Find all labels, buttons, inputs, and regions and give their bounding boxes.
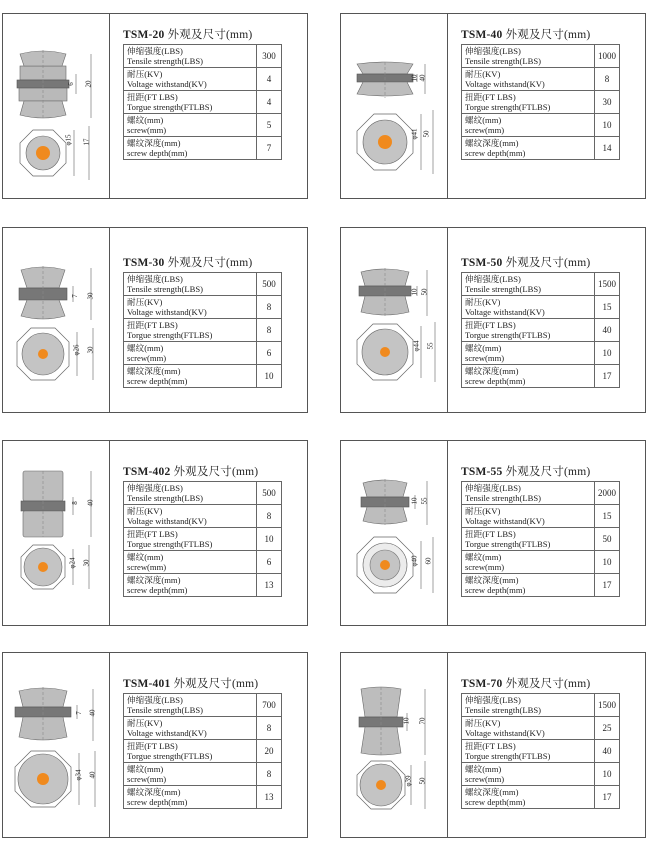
row-label-zh: 扭距(FT LBS) — [465, 92, 516, 102]
table-row — [124, 365, 282, 388]
table-row — [462, 505, 620, 528]
card-divider — [109, 14, 110, 198]
dim-height: 70 — [418, 717, 427, 725]
product-card-tsm-40 — [340, 13, 646, 199]
model-name: TSM-20 — [123, 29, 165, 41]
table-row — [124, 694, 282, 717]
row-label-en: Tensile strength(LBS) — [127, 56, 204, 66]
row-value: 10 — [257, 528, 282, 551]
row-value: 300 — [257, 45, 282, 68]
table-row — [124, 717, 282, 740]
row-value: 10 — [257, 365, 282, 388]
row-label-en: Torgue strength(FTLBS) — [465, 539, 551, 549]
title-suffix: 外观及尺寸(mm) — [167, 29, 253, 41]
insulator-drawing — [3, 441, 109, 625]
model-name: TSM-70 — [461, 678, 503, 690]
row-label-en: Voltage withstand(KV) — [465, 728, 545, 738]
row-label-en: Torgue strength(FTLBS) — [127, 330, 213, 340]
row-label-zh: 螺纹深度(mm) — [465, 366, 519, 376]
insulator-drawing — [3, 14, 109, 198]
table-row — [462, 694, 620, 717]
row-label-en: Voltage withstand(KV) — [127, 79, 207, 89]
row-value: 10 — [595, 763, 620, 786]
row-label-en: Tensile strength(LBS) — [127, 493, 204, 503]
row-value: 25 — [595, 717, 620, 740]
dim-width: 60 — [424, 557, 433, 565]
row-value: 2000 — [595, 482, 620, 505]
title-suffix: 外观及尺寸(mm) — [167, 257, 253, 269]
row-label-en: Voltage withstand(KV) — [127, 516, 207, 526]
row-label-en: screw(mm) — [127, 125, 167, 135]
row-value: 4 — [257, 68, 282, 91]
title-suffix: 外观及尺寸(mm) — [505, 466, 591, 478]
product-title — [123, 463, 258, 479]
row-value: 6 — [257, 342, 282, 365]
row-label-en: Tensile strength(LBS) — [465, 705, 542, 715]
row-value: 10 — [595, 114, 620, 137]
dim-diameter: φ40 — [410, 555, 419, 567]
spec-table — [123, 272, 282, 388]
table-row — [124, 482, 282, 505]
row-label-zh: 螺纹(mm) — [465, 764, 502, 774]
row-label-en: screw depth(mm) — [465, 148, 526, 158]
insulator-drawing — [3, 653, 109, 837]
row-value: 4 — [257, 91, 282, 114]
product-card-tsm-401 — [2, 652, 308, 838]
table-row — [124, 786, 282, 809]
row-value: 13 — [257, 786, 282, 809]
row-value: 6 — [257, 551, 282, 574]
dim-width: 30 — [86, 346, 95, 354]
table-row — [462, 137, 620, 160]
table-row — [462, 717, 620, 740]
row-label-zh: 螺纹深度(mm) — [127, 575, 181, 585]
dim-ring: 6 — [66, 82, 75, 86]
row-label-en: screw(mm) — [127, 774, 167, 784]
row-label-zh: 扭距(FT LBS) — [465, 741, 516, 751]
title-suffix: 外观及尺寸(mm) — [173, 466, 259, 478]
spec-table — [461, 481, 620, 597]
dim-diameter: φ39 — [404, 775, 413, 787]
row-label-zh: 螺纹深度(mm) — [127, 138, 181, 148]
row-value: 500 — [257, 273, 282, 296]
row-label-zh: 耐压(KV) — [465, 506, 501, 516]
row-label-zh: 伸缩强度(LBS) — [465, 274, 521, 284]
table-row — [462, 551, 620, 574]
model-name: TSM-50 — [461, 257, 503, 269]
table-row — [124, 574, 282, 597]
row-value: 30 — [595, 91, 620, 114]
row-value: 8 — [257, 717, 282, 740]
dim-ring: 10 — [402, 717, 411, 725]
dim-height: 30 — [86, 292, 95, 300]
row-label-zh: 耐压(KV) — [465, 718, 501, 728]
dim-diameter: φ26 — [72, 344, 81, 356]
table-row — [124, 68, 282, 91]
table-row — [124, 45, 282, 68]
dim-diameter: φ24 — [68, 557, 77, 569]
row-value: 15 — [595, 296, 620, 319]
row-label-en: Voltage withstand(KV) — [127, 307, 207, 317]
card-divider — [109, 228, 110, 412]
card-divider — [447, 441, 448, 625]
row-label-en: Tensile strength(LBS) — [465, 56, 542, 66]
row-value: 8 — [257, 319, 282, 342]
title-suffix: 外观及尺寸(mm) — [505, 257, 591, 269]
table-row — [462, 528, 620, 551]
row-label-en: Voltage withstand(KV) — [465, 516, 545, 526]
row-label-en: Torgue strength(FTLBS) — [465, 330, 551, 340]
row-label-en: Tensile strength(LBS) — [465, 284, 542, 294]
spec-table — [123, 481, 282, 597]
dim-width: 55 — [426, 342, 435, 350]
row-label-en: Torgue strength(FTLBS) — [127, 539, 213, 549]
dim-diameter: φ44 — [412, 340, 421, 352]
row-value: 1000 — [595, 45, 620, 68]
model-name: TSM-30 — [123, 257, 165, 269]
row-value: 40 — [595, 740, 620, 763]
card-divider — [109, 441, 110, 625]
row-label-en: screw depth(mm) — [127, 585, 188, 595]
row-label-en: Voltage withstand(KV) — [465, 79, 545, 89]
row-label-zh: 扭距(FT LBS) — [127, 92, 178, 102]
row-label-en: screw(mm) — [127, 562, 167, 572]
product-title — [461, 26, 590, 42]
dim-ring: 8 — [70, 501, 79, 505]
row-label-zh: 螺纹(mm) — [465, 552, 502, 562]
row-label-en: screw(mm) — [465, 562, 505, 572]
row-label-zh: 扭距(FT LBS) — [465, 529, 516, 539]
row-value: 14 — [595, 137, 620, 160]
table-row — [462, 319, 620, 342]
row-label-en: screw depth(mm) — [127, 148, 188, 158]
spec-table — [123, 44, 282, 160]
table-row — [462, 574, 620, 597]
dim-width: 40 — [88, 771, 97, 779]
row-label-zh: 伸缩强度(LBS) — [127, 274, 183, 284]
row-label-en: Torgue strength(FTLBS) — [127, 102, 213, 112]
table-row — [462, 45, 620, 68]
product-title — [461, 675, 590, 691]
row-value: 40 — [595, 319, 620, 342]
row-label-zh: 伸缩强度(LBS) — [127, 46, 183, 56]
insulator-drawing — [341, 653, 447, 837]
dim-ring: 7 — [74, 711, 83, 715]
table-row — [124, 137, 282, 160]
row-label-zh: 耐压(KV) — [465, 69, 501, 79]
row-label-zh: 耐压(KV) — [127, 297, 163, 307]
card-divider — [109, 653, 110, 837]
row-label-en: Tensile strength(LBS) — [127, 705, 204, 715]
dim-ring: 10 — [410, 497, 419, 505]
row-value: 1500 — [595, 694, 620, 717]
dim-width: 17 — [82, 138, 91, 146]
spec-table — [461, 44, 620, 160]
row-value: 500 — [257, 482, 282, 505]
model-name: TSM-401 — [123, 678, 171, 690]
row-value: 700 — [257, 694, 282, 717]
product-title — [123, 675, 258, 691]
row-label-zh: 扭距(FT LBS) — [127, 320, 178, 330]
insulator-drawing — [341, 14, 447, 198]
dim-height: 40 — [88, 709, 97, 717]
row-label-en: screw depth(mm) — [465, 797, 526, 807]
table-row — [462, 482, 620, 505]
row-label-zh: 耐压(KV) — [127, 69, 163, 79]
product-title — [123, 254, 252, 270]
row-value: 10 — [595, 551, 620, 574]
product-card-tsm-55 — [340, 440, 646, 626]
product-card-tsm-30 — [2, 227, 308, 413]
row-value: 10 — [595, 342, 620, 365]
model-name: TSM-402 — [123, 466, 171, 478]
row-label-zh: 耐压(KV) — [465, 297, 501, 307]
product-card-tsm-402 — [2, 440, 308, 626]
table-row — [124, 740, 282, 763]
row-label-zh: 螺纹(mm) — [127, 764, 164, 774]
dim-width: 50 — [418, 777, 427, 785]
table-row — [124, 551, 282, 574]
dim-width: 50 — [422, 130, 431, 138]
row-value: 20 — [257, 740, 282, 763]
card-divider — [447, 653, 448, 837]
title-suffix: 外观及尺寸(mm) — [173, 678, 259, 690]
dim-ring: 7 — [70, 294, 79, 298]
row-label-zh: 伸缩强度(LBS) — [465, 46, 521, 56]
row-value: 17 — [595, 574, 620, 597]
dim-height: 55 — [420, 497, 429, 505]
row-value: 1500 — [595, 273, 620, 296]
product-card-tsm-70 — [340, 652, 646, 838]
product-title — [461, 463, 590, 479]
table-row — [124, 273, 282, 296]
row-value: 7 — [257, 137, 282, 160]
row-value: 17 — [595, 365, 620, 388]
product-title — [123, 26, 252, 42]
card-divider — [447, 14, 448, 198]
dim-width: 30 — [82, 559, 91, 567]
dim-height: 20 — [84, 80, 93, 88]
table-row — [462, 91, 620, 114]
table-row — [124, 763, 282, 786]
row-value: 8 — [595, 68, 620, 91]
row-label-en: Torgue strength(FTLBS) — [465, 751, 551, 761]
product-title — [461, 254, 590, 270]
row-label-en: screw depth(mm) — [127, 376, 188, 386]
row-label-en: screw(mm) — [465, 125, 505, 135]
insulator-drawing — [3, 228, 109, 412]
dim-ring: 10 — [410, 74, 419, 82]
row-label-en: screw(mm) — [127, 353, 167, 363]
row-label-zh: 扭距(FT LBS) — [127, 529, 178, 539]
row-value: 13 — [257, 574, 282, 597]
table-row — [462, 763, 620, 786]
row-label-en: Torgue strength(FTLBS) — [127, 751, 213, 761]
table-row — [462, 273, 620, 296]
row-label-en: Tensile strength(LBS) — [465, 493, 542, 503]
insulator-drawing — [341, 228, 447, 412]
table-row — [462, 365, 620, 388]
table-row — [124, 528, 282, 551]
row-label-zh: 螺纹(mm) — [127, 343, 164, 353]
row-label-zh: 伸缩强度(LBS) — [127, 483, 183, 493]
dim-diameter: φ41 — [410, 128, 419, 140]
row-label-zh: 耐压(KV) — [127, 718, 163, 728]
title-suffix: 外观及尺寸(mm) — [505, 678, 591, 690]
row-value: 5 — [257, 114, 282, 137]
row-label-zh: 扭距(FT LBS) — [465, 320, 516, 330]
row-label-en: screw depth(mm) — [127, 797, 188, 807]
dim-height: 50 — [420, 288, 429, 296]
row-label-zh: 螺纹深度(mm) — [127, 366, 181, 376]
dim-diameter: φ15 — [64, 134, 73, 146]
row-label-en: Voltage withstand(KV) — [465, 307, 545, 317]
dim-height: 40 — [86, 499, 95, 507]
row-value: 17 — [595, 786, 620, 809]
spec-table — [123, 693, 282, 809]
table-row — [462, 786, 620, 809]
row-label-zh: 扭距(FT LBS) — [127, 741, 178, 751]
spec-table — [461, 272, 620, 388]
table-row — [462, 342, 620, 365]
row-label-en: Torgue strength(FTLBS) — [465, 102, 551, 112]
row-label-en: Voltage withstand(KV) — [127, 728, 207, 738]
row-label-en: screw(mm) — [465, 774, 505, 784]
row-label-en: Tensile strength(LBS) — [127, 284, 204, 294]
row-label-zh: 螺纹(mm) — [465, 115, 502, 125]
card-divider — [447, 228, 448, 412]
row-label-zh: 螺纹深度(mm) — [127, 787, 181, 797]
row-label-zh: 螺纹深度(mm) — [465, 575, 519, 585]
table-row — [462, 68, 620, 91]
dim-height: 40 — [418, 74, 427, 82]
row-label-en: screw depth(mm) — [465, 376, 526, 386]
row-value: 8 — [257, 505, 282, 528]
table-row — [124, 91, 282, 114]
row-value: 15 — [595, 505, 620, 528]
table-row — [124, 505, 282, 528]
table-row — [124, 342, 282, 365]
table-row — [462, 114, 620, 137]
insulator-drawing — [341, 441, 447, 625]
model-name: TSM-40 — [461, 29, 503, 41]
row-label-zh: 螺纹深度(mm) — [465, 138, 519, 148]
table-row — [124, 114, 282, 137]
row-value: 8 — [257, 763, 282, 786]
table-row — [462, 740, 620, 763]
product-card-tsm-20 — [2, 13, 308, 199]
row-label-zh: 伸缩强度(LBS) — [127, 695, 183, 705]
row-label-zh: 螺纹(mm) — [465, 343, 502, 353]
row-label-en: screw depth(mm) — [465, 585, 526, 595]
title-suffix: 外观及尺寸(mm) — [505, 29, 591, 41]
table-row — [462, 296, 620, 319]
row-label-zh: 伸缩强度(LBS) — [465, 483, 521, 493]
model-name: TSM-55 — [461, 466, 503, 478]
row-label-en: screw(mm) — [465, 353, 505, 363]
table-row — [124, 296, 282, 319]
table-row — [124, 319, 282, 342]
row-label-zh: 螺纹深度(mm) — [465, 787, 519, 797]
row-value: 50 — [595, 528, 620, 551]
dim-ring: 10 — [410, 288, 419, 296]
row-label-zh: 耐压(KV) — [127, 506, 163, 516]
row-label-zh: 伸缩强度(LBS) — [465, 695, 521, 705]
row-label-zh: 螺纹(mm) — [127, 552, 164, 562]
row-value: 8 — [257, 296, 282, 319]
product-card-tsm-50 — [340, 227, 646, 413]
dim-diameter: φ34 — [74, 769, 83, 781]
row-label-zh: 螺纹(mm) — [127, 115, 164, 125]
spec-table — [461, 693, 620, 809]
